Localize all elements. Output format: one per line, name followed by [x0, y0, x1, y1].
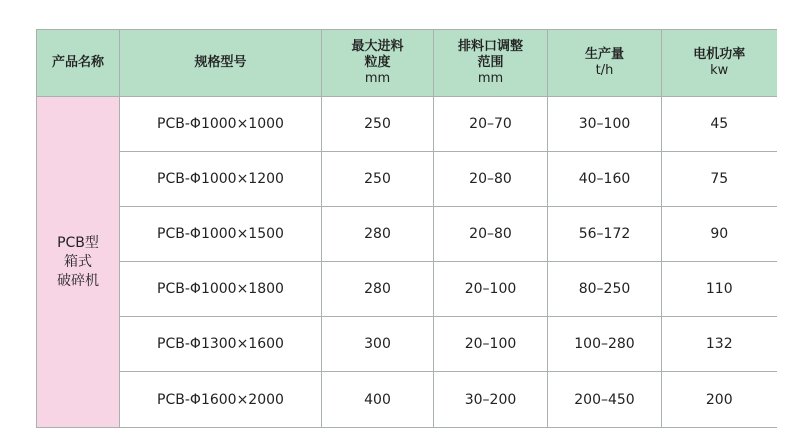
header-power [662, 30, 777, 97]
table-row [37, 97, 777, 152]
cell-max-feed: 280 [322, 262, 434, 317]
cell-capacity: 100–280 [548, 317, 662, 372]
cell-discharge: 30–200 [434, 372, 548, 428]
header-power-line1: 电机功率 [693, 47, 746, 62]
header-capacity [548, 30, 662, 97]
cell-capacity: 80–250 [548, 262, 662, 317]
product-name-line: 破碎机 [57, 272, 99, 289]
table-row [37, 262, 777, 317]
table-row [37, 372, 777, 428]
header-max-feed-unit: mm [364, 71, 391, 86]
header-capacity-unit: t/h [595, 63, 614, 78]
cell-discharge: 20–100 [434, 317, 548, 372]
cell-max-feed: 280 [322, 207, 434, 262]
cell-model: PCB-Φ1300×1600 [120, 317, 322, 372]
table-row [37, 317, 777, 372]
header-discharge [434, 30, 548, 97]
cell-model: PCB-Φ1000×1800 [120, 262, 322, 317]
product-name-cell [37, 97, 120, 428]
cell-power: 200 [662, 372, 777, 428]
header-max-feed-line2: 粒度 [364, 55, 391, 70]
cell-power: 132 [662, 317, 777, 372]
cell-power: 90 [662, 207, 777, 262]
cell-model: PCB-Φ1000×1000 [120, 97, 322, 152]
spec-table [36, 29, 777, 428]
table-row [37, 152, 777, 207]
cell-max-feed: 300 [322, 317, 434, 372]
cell-power: 45 [662, 97, 777, 152]
header-product-name: 产品名称 [37, 30, 120, 97]
cell-discharge: 20–80 [434, 207, 548, 262]
header-row [37, 30, 777, 97]
cell-discharge: 20–100 [434, 262, 548, 317]
cell-capacity: 40–160 [548, 152, 662, 207]
cell-capacity: 30–100 [548, 97, 662, 152]
cell-power: 110 [662, 262, 777, 317]
cell-model: PCB-Φ1000×1200 [120, 152, 322, 207]
header-discharge-line2: 范围 [477, 55, 504, 70]
cell-max-feed: 250 [322, 152, 434, 207]
product-name-line: 箱式 [64, 253, 92, 270]
header-power-unit: kw [710, 63, 729, 78]
cell-model: PCB-Φ1000×1500 [120, 207, 322, 262]
cell-model: PCB-Φ1600×2000 [120, 372, 322, 428]
cell-capacity: 200–450 [548, 372, 662, 428]
header-capacity-line1: 生产量 [584, 47, 624, 62]
cell-discharge: 20–70 [434, 97, 548, 152]
cell-discharge: 20–80 [434, 152, 548, 207]
cell-capacity: 56–172 [548, 207, 662, 262]
header-discharge-line1: 排料口调整 [457, 39, 523, 54]
table-row [37, 207, 777, 262]
product-name-line: PCB型 [57, 234, 99, 251]
header-max-feed-line1: 最大进料 [351, 39, 404, 54]
header-model: 规格型号 [120, 30, 322, 97]
cell-max-feed: 400 [322, 372, 434, 428]
header-discharge-unit: mm [477, 71, 504, 86]
cell-max-feed: 250 [322, 97, 434, 152]
cell-power: 75 [662, 152, 777, 207]
header-max-feed [322, 30, 434, 97]
